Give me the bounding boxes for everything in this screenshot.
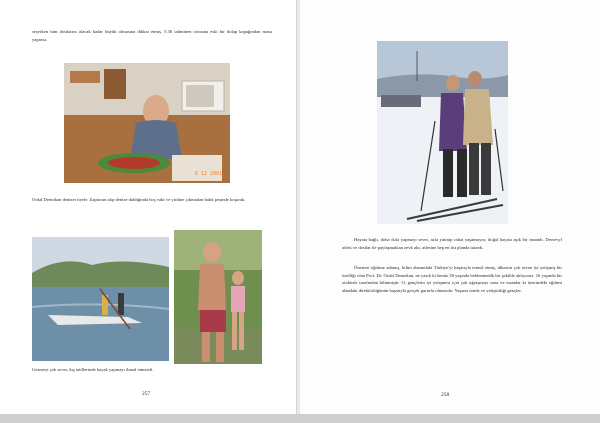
paragraph-2: Önertesi eğitime adamış, bilim alanındaki Türkiye'yi başarıyla temsil etmiş, ülkesini çok seven iyi yetişmiş bir özelliği olan Prof. Dr. Ordal Demokan, ne yazık ki henüz 58 yaşında beklenmedik bir şekilde aklıyoruz. 16 yaşında bir otobüsle tarafından bilinmiştir. O, gençlerin iyi yetişmesi için çok uğraşmayı sona ve insanlar ki üzerindeki eğitimi alandaki direktörlüğünün başarıyla gerçek gururlu olmasıdır. Yaşamı örnek ve yetiştirdiği gençler. bbox=[342, 265, 562, 293]
caption-1: Ordal Demokan denizer üyele. Zaptorun alıp denize daldığında boş vakt ve yirdine çıkmadan balık peşinde koşarak. bbox=[32, 197, 246, 202]
skiing-couple-photo bbox=[377, 41, 508, 224]
paragraph-1: Hayata bağlı, doha dola yapmayı sever, azla yatinip rahat yaşatmıyor, doğal hayata aşık bir insandı. Dersevyl ailesi ve dostlar ile paylaşmaktan zevk alır, ailesine hep en üst planda tutardı. bbox=[342, 237, 562, 250]
page-bottom-edge bbox=[0, 414, 600, 423]
right-page bbox=[300, 0, 600, 414]
man-and-girl-photo bbox=[174, 230, 262, 364]
kayak-lake-photo bbox=[32, 237, 169, 361]
page-number-left: 257 bbox=[142, 391, 151, 397]
photo-date-stamp: 6 12 2001 bbox=[194, 171, 222, 177]
man-at-table-photo bbox=[64, 63, 230, 183]
page-number-right: 258 bbox=[441, 392, 450, 398]
intro-text: seçerken tüm dostlarını alacak kadar büyük olmasına dikkat etmiş. 5.30 tahminen ortasına eski bir dolap kapağından masa yaparsa. bbox=[32, 29, 272, 42]
left-page bbox=[0, 0, 297, 414]
caption-2: Gezmeyi çok sever, kış tatillerinde kayak yapmayı ihmal etmezdi. bbox=[32, 367, 154, 372]
